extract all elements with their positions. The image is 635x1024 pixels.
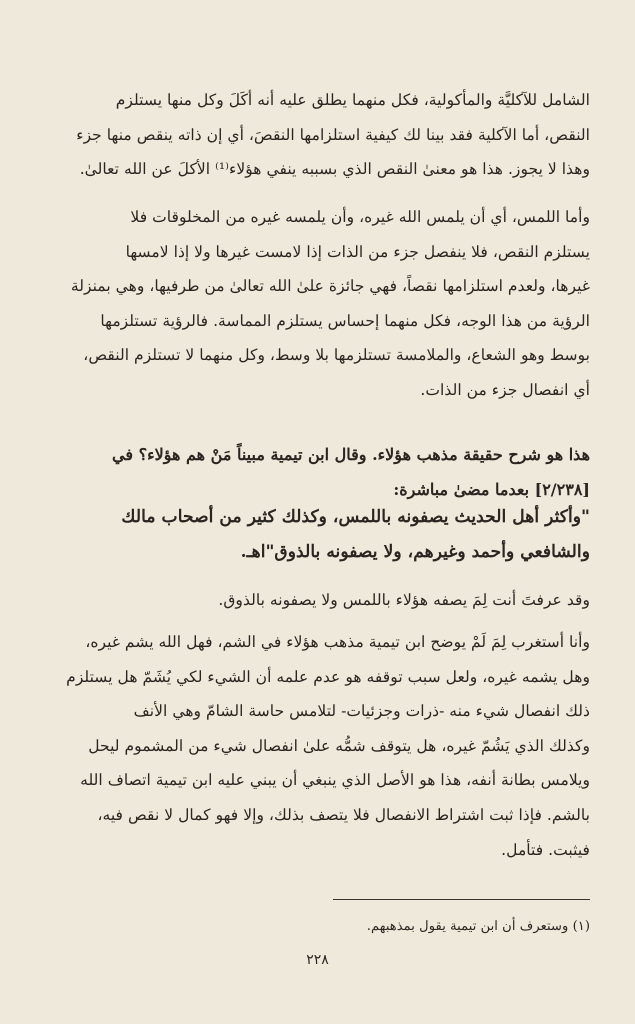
text-line: "وأكثر أهل الحديث يصفونه باللمس، وكذلك كثير من أصحاب مالك <box>121 507 590 527</box>
paragraph-3 <box>62 438 590 507</box>
text-line: وقد عرفتَ أنت لِمَ يصفه هؤلاء باللمس ولا يصفونه بالذوق. <box>218 591 590 609</box>
text-line: وهل يشمه غيره، ولعل سبب توقفه هو عدم علمه أن الشيء لكي يُشَمّ هل يستلزم <box>66 667 590 686</box>
paragraph-5 <box>62 625 590 867</box>
paragraph-1 <box>62 83 590 187</box>
paragraph-4 <box>62 583 590 618</box>
text-line: أي انفصال جزء من الذات. <box>420 380 590 399</box>
text-line: الشامل للآكليَّة والمأكولية، فكل منهما يطلق عليه أنه أكَلَ وكل منها يستلزم <box>115 91 590 109</box>
text-line: وأنا أستغرب لِمَ لَمْ يوضح ابن تيمية مذهب هؤلاء في الشم، فهل الله يشم غيره، <box>85 633 590 651</box>
text-line: بالشم. فإذا ثبت اشتراط الانفصال فلا يتصف بذلك، وإلا فهو كمال لا نقص فيه، <box>97 805 590 824</box>
text-line: والشافعي وأحمد وغيرهم، ولا يصفونه بالذوق"اهـ. <box>240 541 590 562</box>
footnote: (١) وستعرف أن ابن تيمية يقول بمذهبهم. <box>366 919 590 934</box>
text-line: فيثبت. فتأمل. <box>501 840 590 859</box>
text-line: وكذلك الذي يَشُمّ غيره، هل يتوقف شمُّه علىٰ انفصال شيء من المشموم ليحل <box>88 736 590 755</box>
quotation <box>62 500 590 569</box>
text-line: الرؤية من هذا الوجه، فكل منهما إحساس يستلزم المماسة. فالرؤية تستلزمها <box>100 311 590 330</box>
text-line: [٢/٢٣٨] بعدما مضىٰ مباشرة: <box>393 479 590 499</box>
page-number: ٢٢٨ <box>306 952 329 968</box>
text-line: ويلامس بطانة أنفه، هذا هو الأصل الذي ينبغي أن يبني عليه ابن تيمية اتصاف الله <box>80 771 590 790</box>
text-line: غيرها، ولعدم استلزامها نقصاً، فهي جائزة علىٰ الله تعالىٰ من طرفيها، وهي بمنزلة <box>70 277 590 296</box>
text-line: هذا هو شرح حقيقة مذهب هؤلاء. وقال ابن تيمية مبيناً مَنْ هم هؤلاء؟ في <box>112 445 590 464</box>
text-line: النقص، أما الآكلية فقد بينا لك كيفية استلزامها النقصَ، أي إن ذاته ينقص منها جزء <box>76 125 590 144</box>
footnote-divider <box>333 899 590 900</box>
text-line: بوسط وهو الشعاع، والملامسة تستلزمها بلا وسط، وكل منهما لا تستلزم النقص، <box>83 346 590 365</box>
text-line: يستلزم النقص، فلا ينفصل جزء من الذات إذا لامست غيرها ولا إذا لامسها <box>125 242 590 261</box>
text-line: وهذا لا يجوز. هذا هو معنىٰ النقص الذي بسببه ينفي هؤلاء⁽¹⁾ الأكلَ عن الله تعالىٰ. <box>79 160 590 179</box>
text-line: وأما اللمس، أي أن يلمس الله غيره، وأن يلمسه غيره من المخلوقات فلا <box>130 208 590 226</box>
paragraph-2 <box>62 200 590 442</box>
text-line <box>62 408 590 443</box>
text-line: ذلك انفصال شيء منه -ذرات وجزئيات- لتلامس حاسة الشامّ وهي الأنف <box>133 702 590 721</box>
